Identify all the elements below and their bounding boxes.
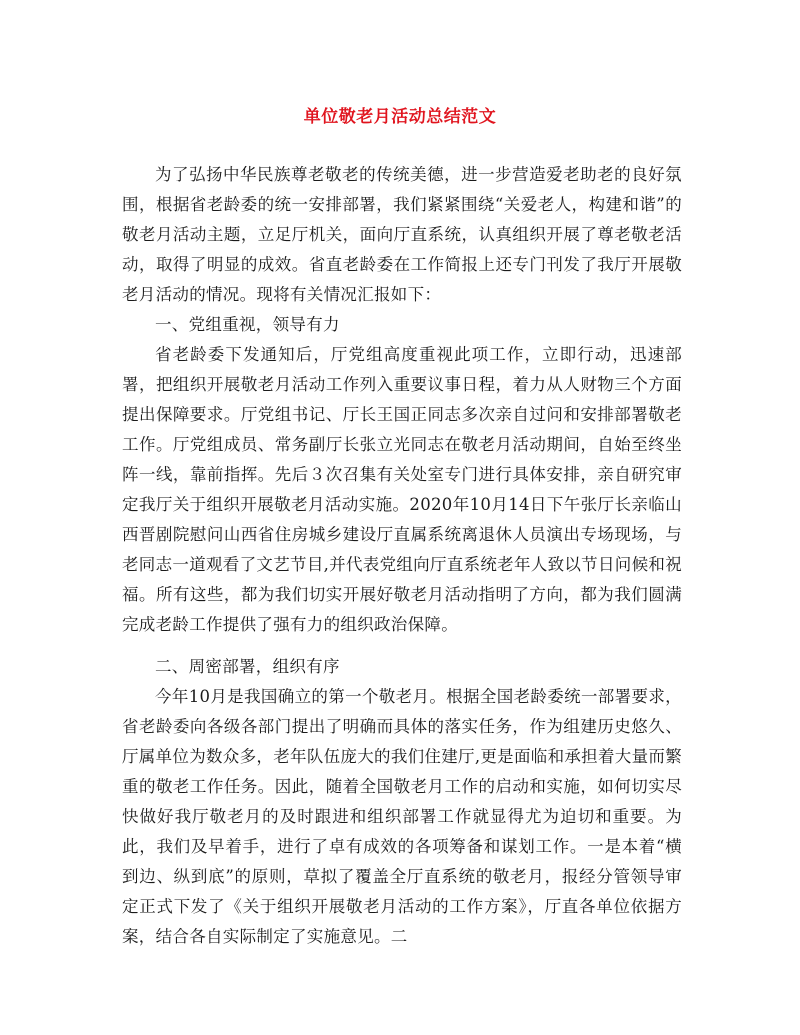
document-title: 单位敬老月活动总结范文 bbox=[303, 107, 497, 127]
paragraph-gap bbox=[122, 640, 682, 652]
document-body bbox=[122, 160, 682, 952]
section-heading-2: 二、周密部署，组织有序 bbox=[155, 657, 340, 676]
section-1-paragraph: 省老龄委下发通知后，厅党组高度重视此项工作，立即行动，迅速部署，把组织开展敬老月活动工作列入重要议事日程，着力从人财物三个方面提出保障要求。厅党组书记、厅长王国正同志多次亲自过问和安排部署敬老工作。厅党组成员、常务副厅长张立光同志在敬老月活动期间，自始至终坐阵一线，靠前指挥。先后３次召集有关处室专门进行具体安排，亲自研究审定我厅关于组织开展敬老月活动实施。2020年10月14日下午张厅长亲临山西晋剧院慰问山西省住房城乡建设厅直属系统离退休人员演出专场现场，与老同志一道观看了文艺节目,并代表党组向厅直系统老年人致以节日问候和祝福。所有这些，都为我们切实开展好敬老月活动指明了方向，都为我们圆满完成老龄工作提供了强有力的组织政治保障。 bbox=[122, 345, 682, 634]
section-2-paragraph: 今年10月是我国确立的第一个敬老月。根据全国老龄委统一部署要求，省老龄委向各级各部门提出了明确而具体的落实任务，作为组建历史悠久、厅属单位为数众多，老年队伍庞大的我们住建厅,更是面临和承担着大量而繁重的敬老工作任务。因此，随着全国敬老月工作的启动和实施，如何切实尽快做好我厅敬老月的及时跟进和组织部署工作就显得尤为迫切和重要。为此，我们及早着手，进行了卓有成效的各项筹备和谋划工作。一是本着“横到边、纵到底”的原则，草拟了覆盖全厅直系统的敬老月，报经分管领导审定正式下发了《关于组织开展敬老月活动的工作方案》，厅直各单位依据方案，结合各自实际制定了实施意见。二 bbox=[122, 687, 682, 946]
intro-paragraph: 为了弘扬中华民族尊老敬老的传统美德，进一步营造爱老助老的良好氛围，根据省老龄委的统一安排部署，我们紧紧围绕“关爱老人，构建和谐”的敬老月活动主题，立足厅机关，面向厅直系统，认真组织开展了尊老敬老活动，取得了明显的成效。省直老龄委在工作简报上还专门刊发了我厅开展敬老月活动的情况。现将有关情况汇报如下： bbox=[122, 165, 682, 304]
section-heading-1: 一、党组重视，领导有力 bbox=[155, 315, 340, 334]
